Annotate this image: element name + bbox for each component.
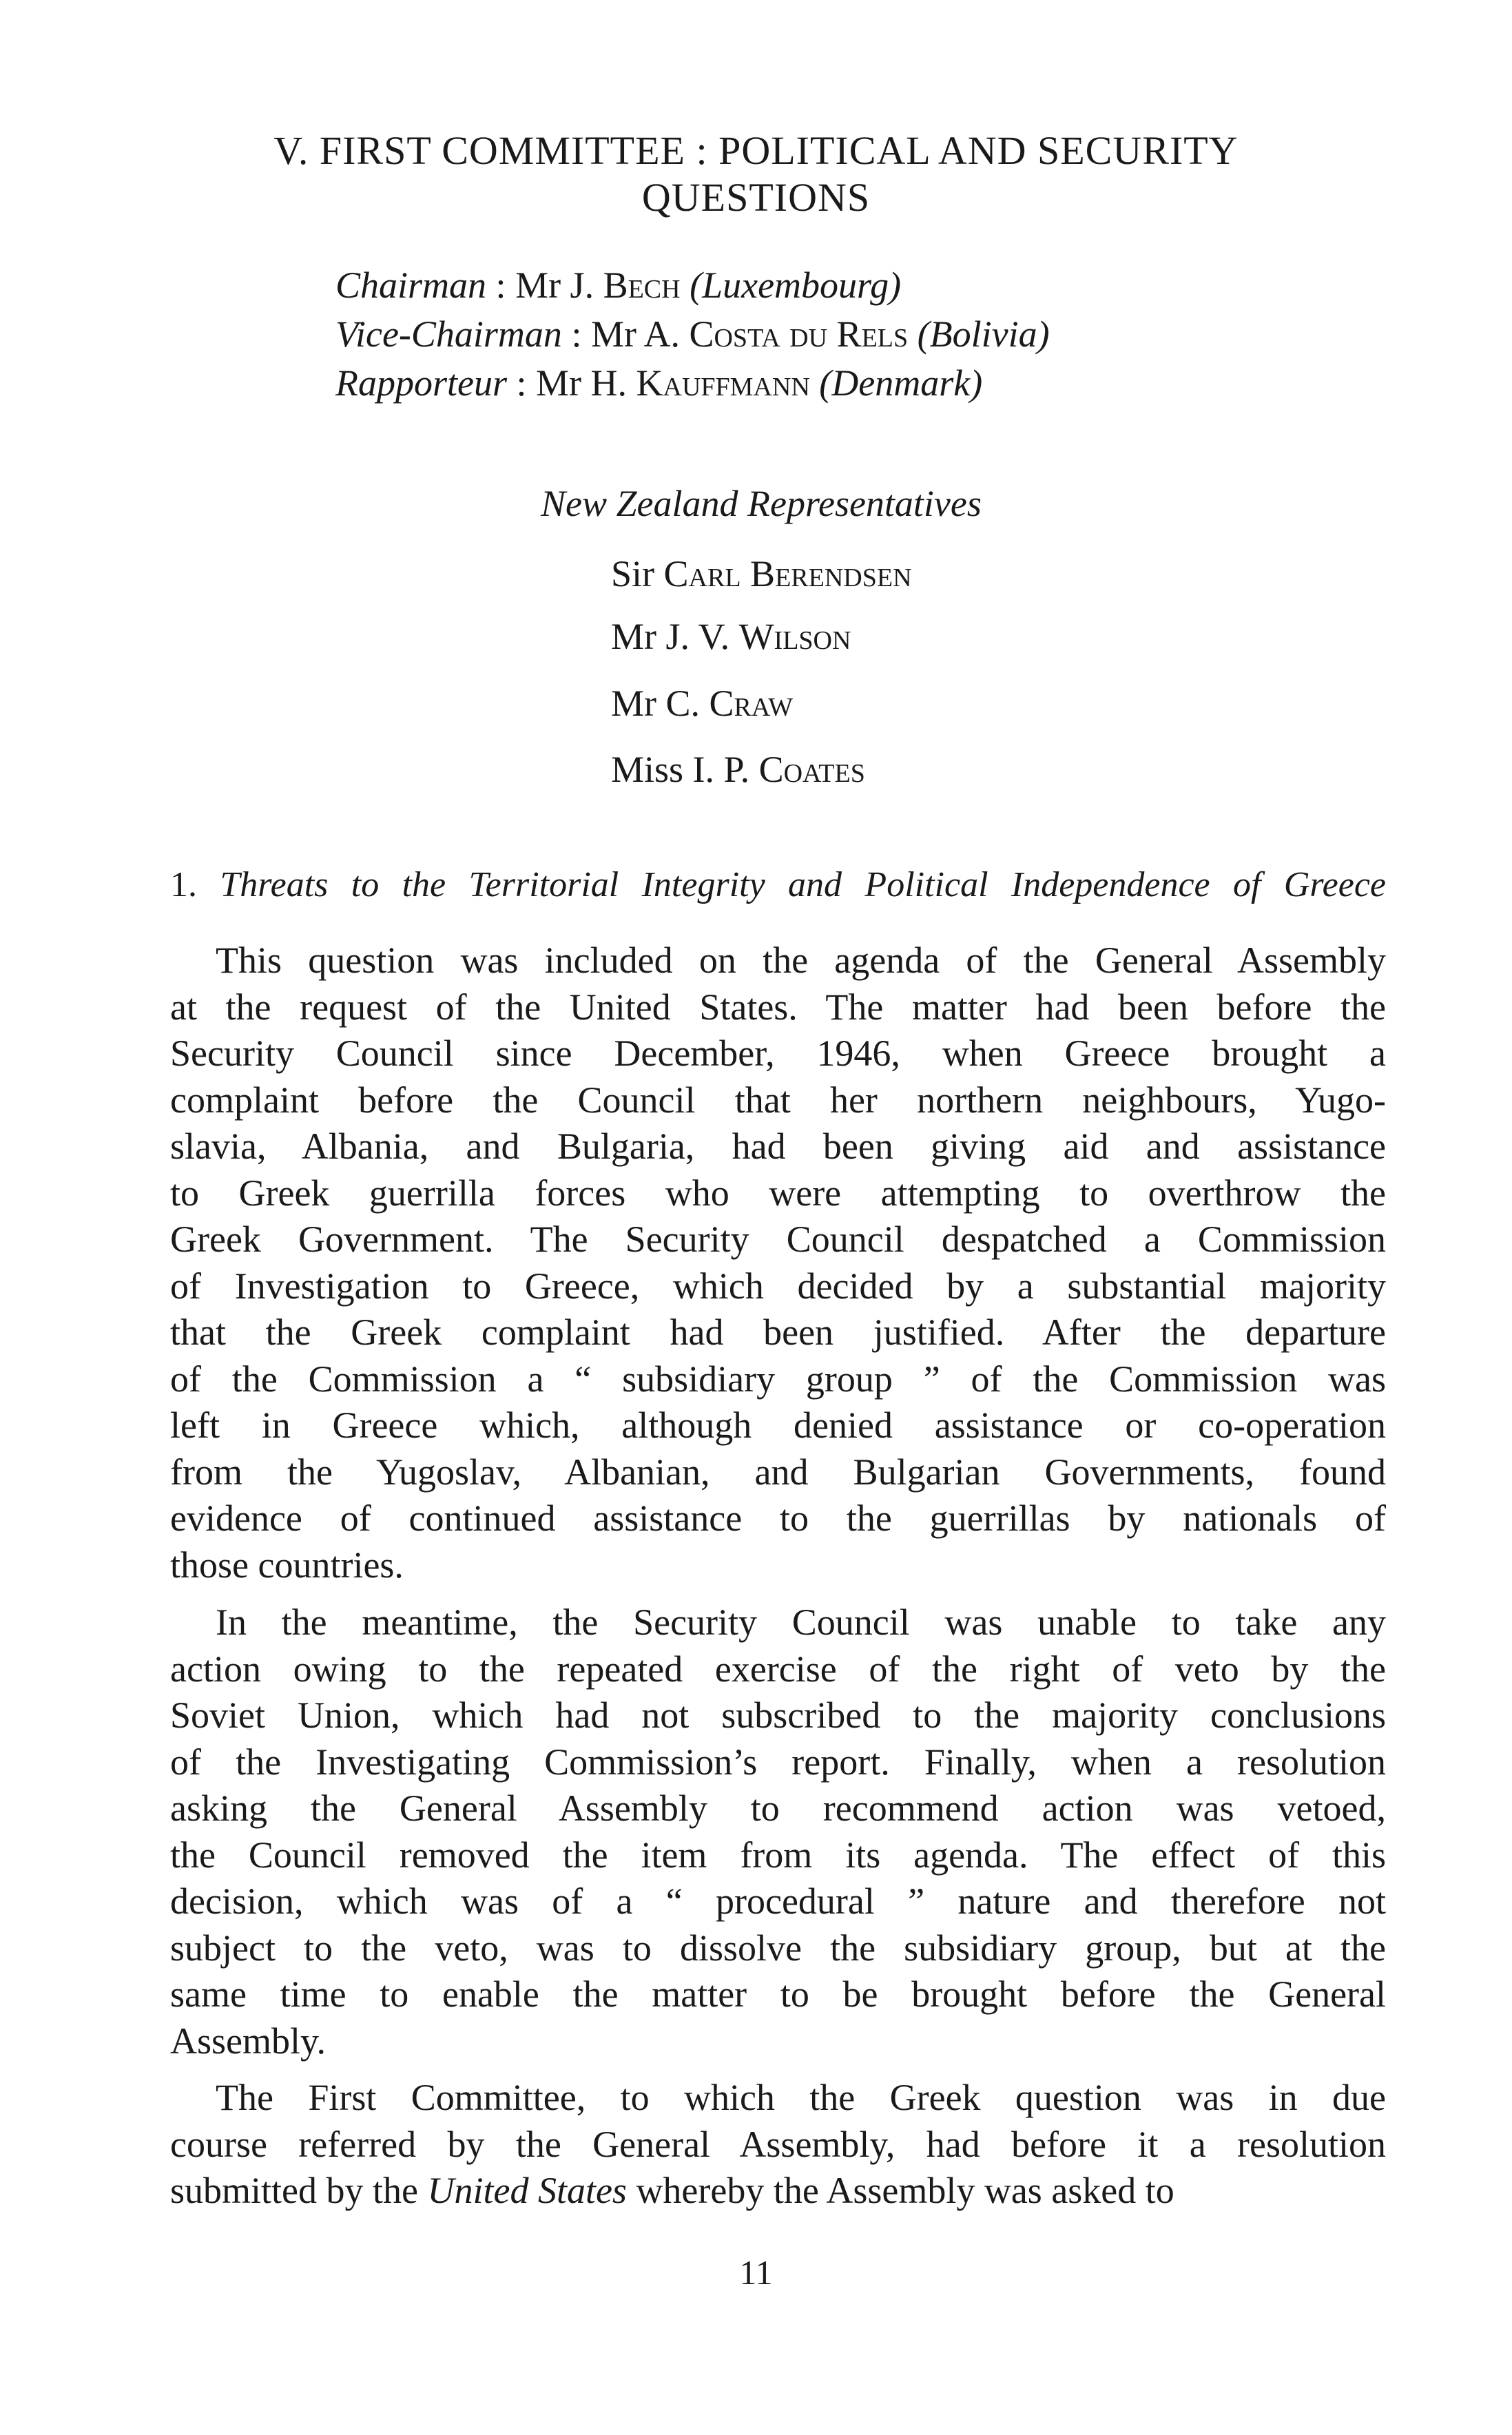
text-line: of Investigation to Greece, which decided by a substantial majority: [170, 1265, 1386, 1307]
text-line: complaint before the Council that her northern neighbours, Yugo-: [170, 1079, 1386, 1121]
officer-role: Vice-Chairman: [335, 313, 562, 355]
officer-prefix: Mr H.: [536, 362, 636, 404]
officer-name: Costa du Rels: [689, 313, 909, 355]
representative-prefix: Mr J. V.: [611, 616, 739, 657]
representative-prefix: Miss I. P.: [611, 749, 759, 790]
text-line: that the Greek complaint had been justified. After the departure: [170, 1312, 1386, 1353]
text-line: In the meantime, the Security Council was unable to take any: [216, 1602, 1386, 1643]
text-line: slavia, Albania, and Bulgaria, had been giving aid and assistance: [170, 1126, 1386, 1167]
text-line: evidence of continued assistance to the guerrillas by nationals of: [170, 1498, 1386, 1539]
text-line: Greek Government. The Security Council despatched a Commission: [170, 1219, 1386, 1260]
officer-separator: :: [486, 265, 516, 306]
text-line: of the Investigating Commission’s report. Finally, when a resolution: [170, 1741, 1386, 1783]
text-line: subject to the veto, was to dissolve the subsidiary group, but at the: [170, 1927, 1386, 1969]
text-line: course referred by the General Assembly, had before it a resolution: [170, 2123, 1386, 2165]
nz-representative: [611, 552, 912, 595]
officer-country: (Denmark): [819, 362, 983, 404]
page-number: 11: [739, 2253, 773, 2292]
text-line: from the Yugoslav, Albanian, and Bulgarian Governments, found: [170, 1451, 1386, 1493]
officer-role: Chairman: [335, 265, 487, 306]
text-line: Assembly.: [170, 2020, 326, 2062]
paragraph-1: [170, 937, 1386, 1588]
representative-name: Wilson: [738, 616, 851, 657]
representative-name: Carl Berendsen: [663, 553, 912, 594]
paragraph-2: [170, 1599, 1386, 2064]
text-line: of the Commission a “ subsidiary group ” of the Commission was: [170, 1358, 1386, 1400]
officer-country: (Luxembourg): [690, 265, 902, 306]
representative-name: Craw: [709, 683, 794, 724]
paragraph-3: [170, 2075, 1386, 2215]
text-line: The First Committee, to which the Greek question was in due: [216, 2077, 1386, 2118]
officer-name: Bech: [603, 265, 681, 306]
representative-prefix: Sir: [611, 553, 664, 594]
nz-representative: [611, 615, 851, 658]
text-line: to Greek guerrilla forces who were attempting to overthrow the: [170, 1172, 1386, 1214]
text-line: the Council removed the item from its agenda. The effect of this: [170, 1834, 1386, 1876]
page-title-line-2: QUESTIONS: [641, 175, 871, 220]
officer-prefix: Mr J.: [515, 265, 603, 306]
officer-separator: :: [507, 362, 537, 404]
officer-separator: :: [561, 313, 591, 355]
nz-representative: [611, 682, 793, 725]
officer-name: Kauffmann: [636, 362, 810, 404]
text-line: This question was included on the agenda of the General Assembly: [216, 940, 1386, 981]
officer-row: [335, 313, 1050, 355]
section-title: Threats to the Territorial Integrity and Political Independence of Greece: [220, 865, 1387, 904]
section-number: 1.: [170, 865, 197, 904]
text-line: those countries.: [170, 1544, 404, 1586]
officer-prefix: Mr A.: [590, 313, 690, 355]
text-line: same time to enable the matter to be brought before the General: [170, 1973, 1386, 2015]
text-line: decision, which was of a “ procedural ” nature and therefore not: [170, 1880, 1386, 1922]
officer-row: [335, 362, 982, 404]
nz-representatives-heading: New Zealand Representatives: [541, 483, 982, 524]
representative-prefix: Mr C.: [611, 683, 710, 724]
text-run: whereby the Assembly was asked to: [626, 2170, 1174, 2211]
text-line: left in Greece which, although denied assistance or co-operation: [170, 1405, 1386, 1446]
text-line: action owing to the repeated exercise of the right of veto by the: [170, 1648, 1386, 1690]
text-line: at the request of the United States. The matter had been before the: [170, 986, 1386, 1028]
officer-country: (Bolivia): [917, 313, 1050, 355]
text-line: Security Council since December, 1946, when Greece brought a: [170, 1033, 1386, 1074]
text-line: Soviet Union, which had not subscribed to the majority conclusions: [170, 1695, 1386, 1736]
text-line: [170, 2168, 1386, 2215]
section-heading: [170, 864, 1386, 905]
representative-name: Coates: [758, 749, 865, 790]
emphasis-text: United States: [427, 2170, 627, 2211]
text-run: submitted by the: [170, 2170, 428, 2211]
nz-representative: [611, 748, 865, 791]
text-line: asking the General Assembly to recommend action was vetoed,: [170, 1788, 1386, 1829]
officer-row: [335, 264, 901, 307]
page-title-line-1: V. FIRST COMMITTEE : POLITICAL AND SECURITY: [273, 128, 1239, 173]
officer-role: Rapporteur: [335, 362, 507, 404]
